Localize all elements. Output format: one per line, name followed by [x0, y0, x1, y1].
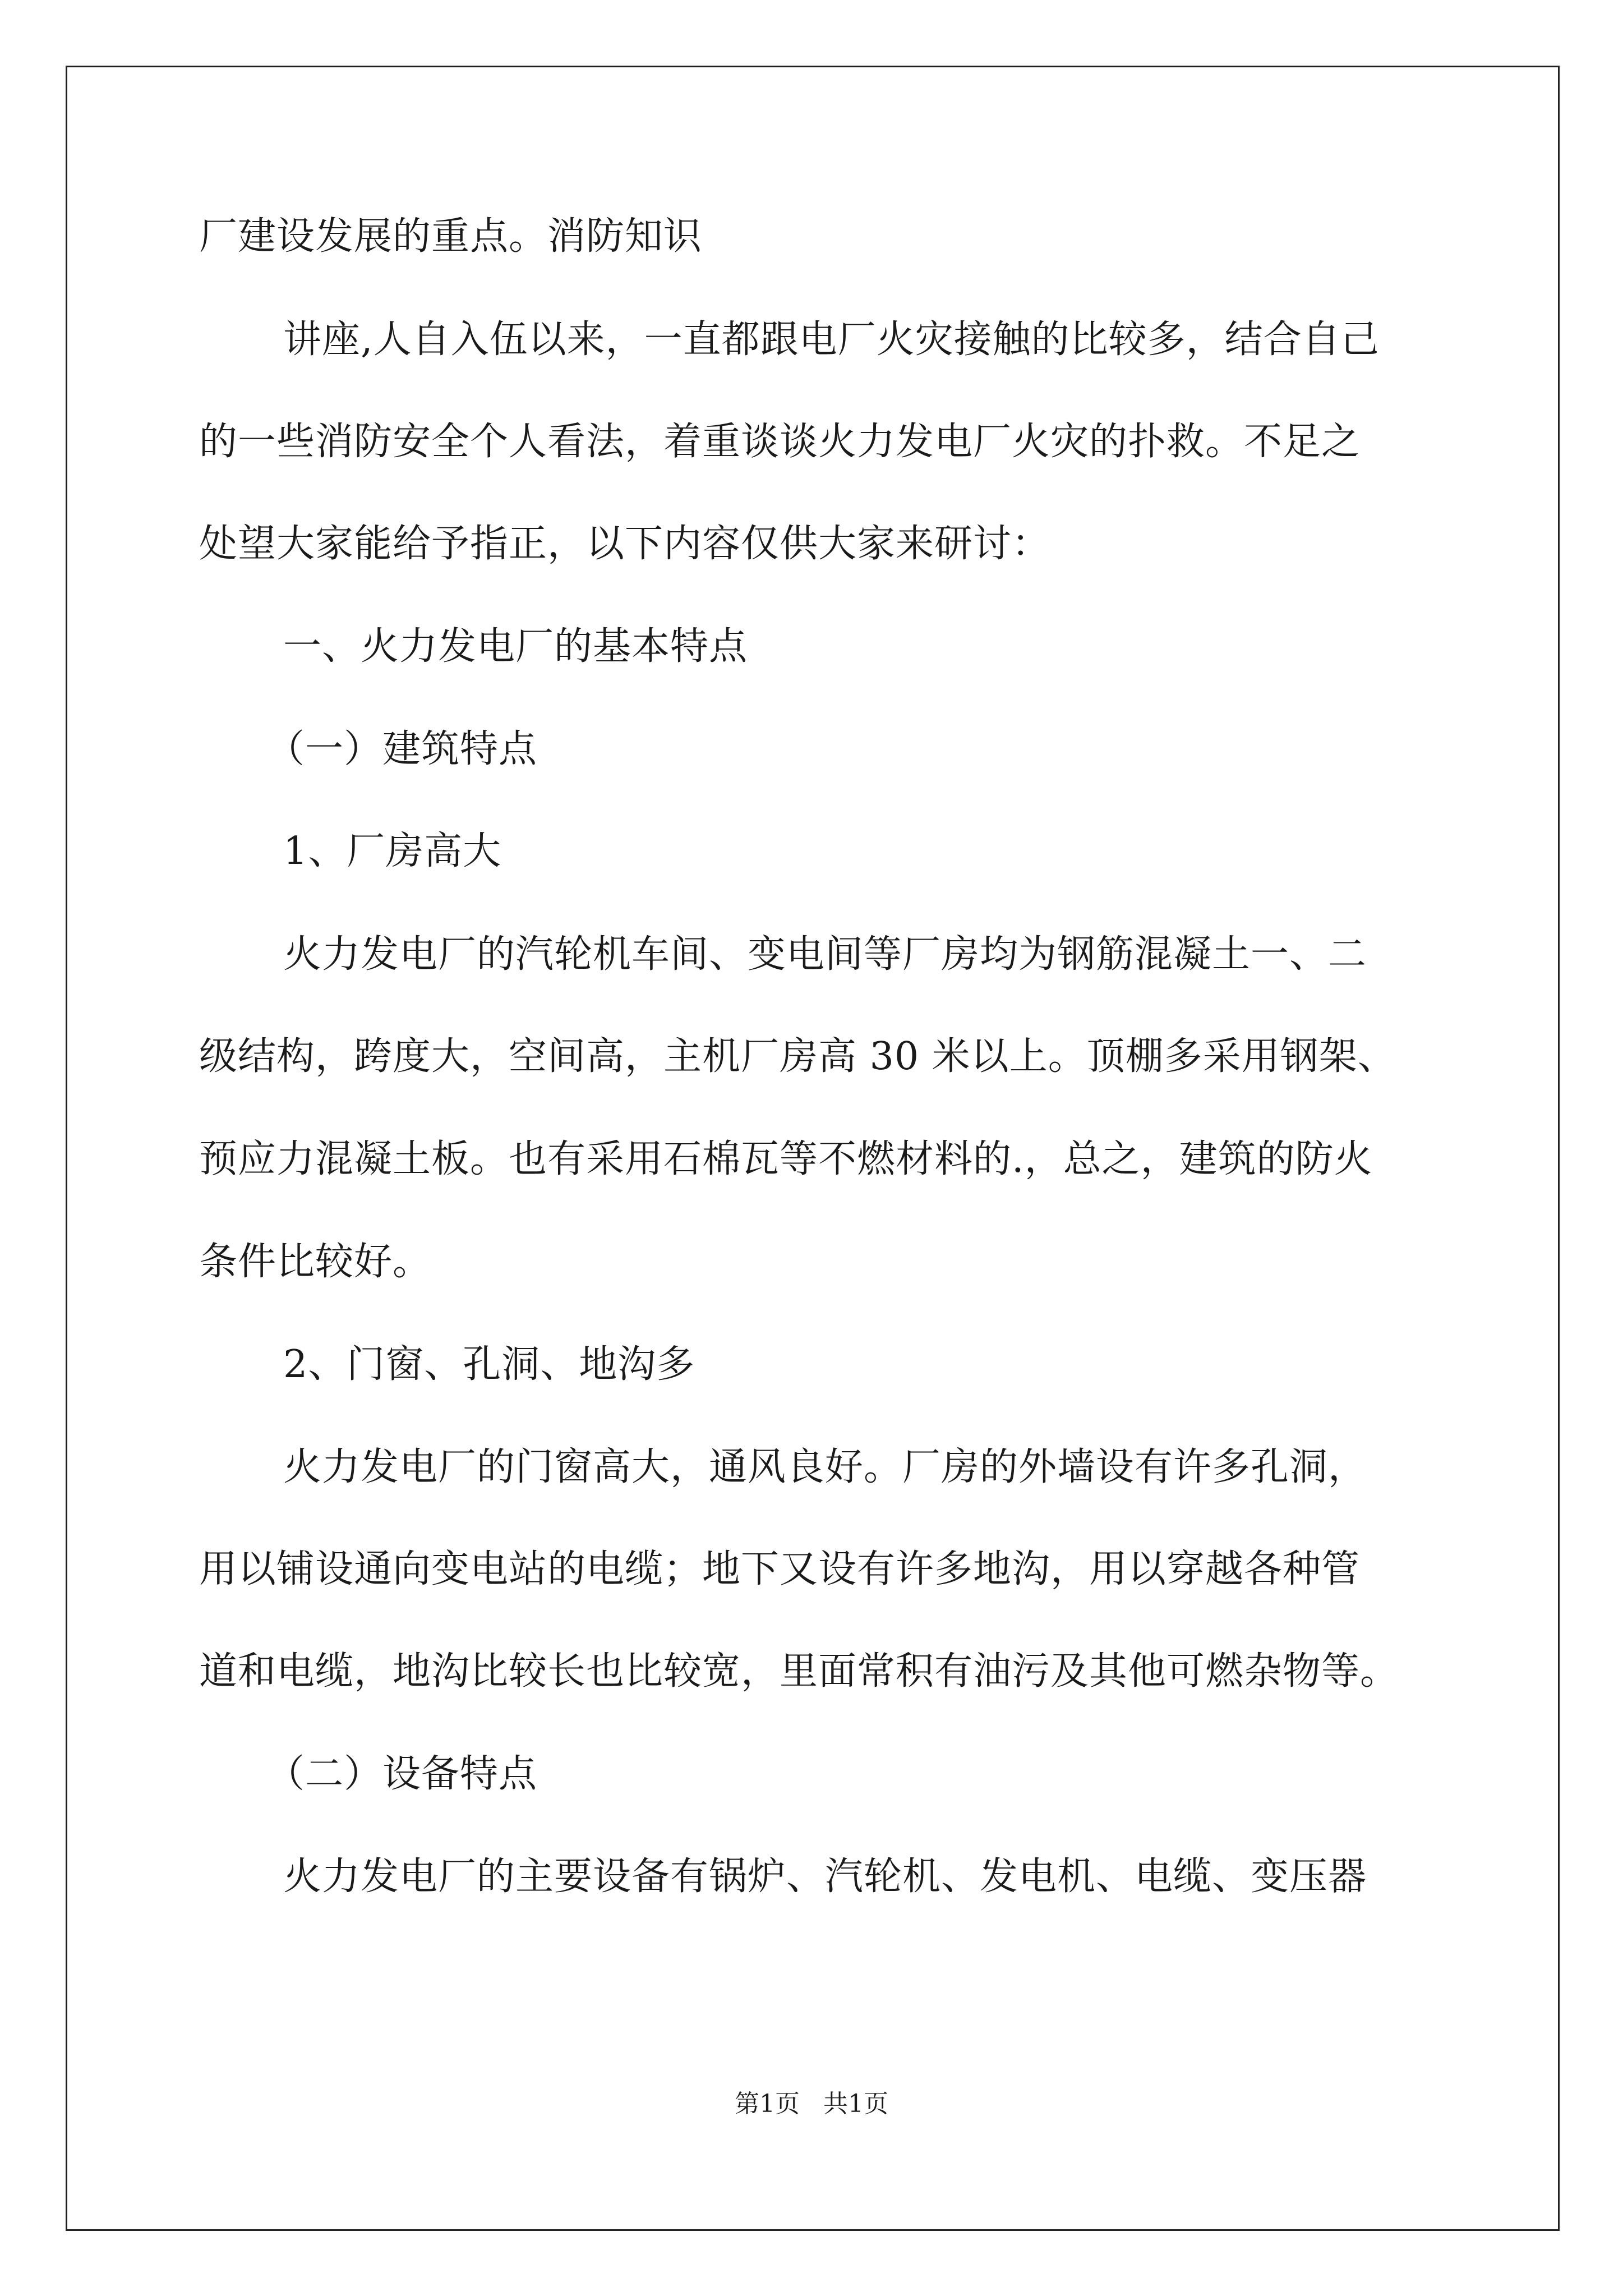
text-line: 用以铺设通向变电站的电缆；地下又设有许多地沟，用以穿越各种管 — [199, 1547, 1361, 1591]
item-heading: 1、厂房高大 — [283, 829, 502, 873]
text-line: 的一些消防安全个人看法，着重谈谈火力发电厂火灾的扑救。不足之 — [199, 420, 1361, 464]
text-line: 火力发电厂的门窗高大，通风良好。厂房的外墙设有许多孔洞， — [283, 1445, 1367, 1489]
text-line: 道和电缆，地沟比较长也比较宽，里面常积有油污及其他可燃杂物等。 — [199, 1649, 1399, 1694]
text-line: 级结构，跨度大，空间高，主机厂房高 30 米以上。顶棚多采用钢架、 — [199, 1034, 1396, 1079]
subsection-heading: （二）设备特点 — [266, 1752, 538, 1796]
item-heading: 2、门窗、孔洞、地沟多 — [283, 1342, 695, 1387]
text-line: 处望大家能给予指正，以下内容仅供大家来研讨： — [199, 522, 1051, 566]
text-line: 讲座,人自入伍以来，一直都跟电厂火灾接触的比较多，结合自己 — [283, 318, 1380, 362]
text-line: 火力发电厂的主要设备有锅炉、汽轮机、发电机、电缆、变压器 — [283, 1855, 1367, 1899]
text-line: 条件比较好。 — [199, 1240, 432, 1284]
text-line: 火力发电厂的汽轮机车间、变电间等厂房均为钢筋混凝土一、二 — [283, 932, 1367, 977]
section-heading: 一、火力发电厂的基本特点 — [283, 624, 748, 669]
text-line: 厂建设发展的重点。消防知识 — [199, 214, 703, 259]
subsection-heading: （一）建筑特点 — [266, 727, 538, 771]
text-line: 预应力混凝土板。也有采用石棉瓦等不燃材料的.，总之，建筑的防火 — [199, 1137, 1373, 1181]
page-footer: 第1页 共1页 — [735, 2090, 888, 2118]
